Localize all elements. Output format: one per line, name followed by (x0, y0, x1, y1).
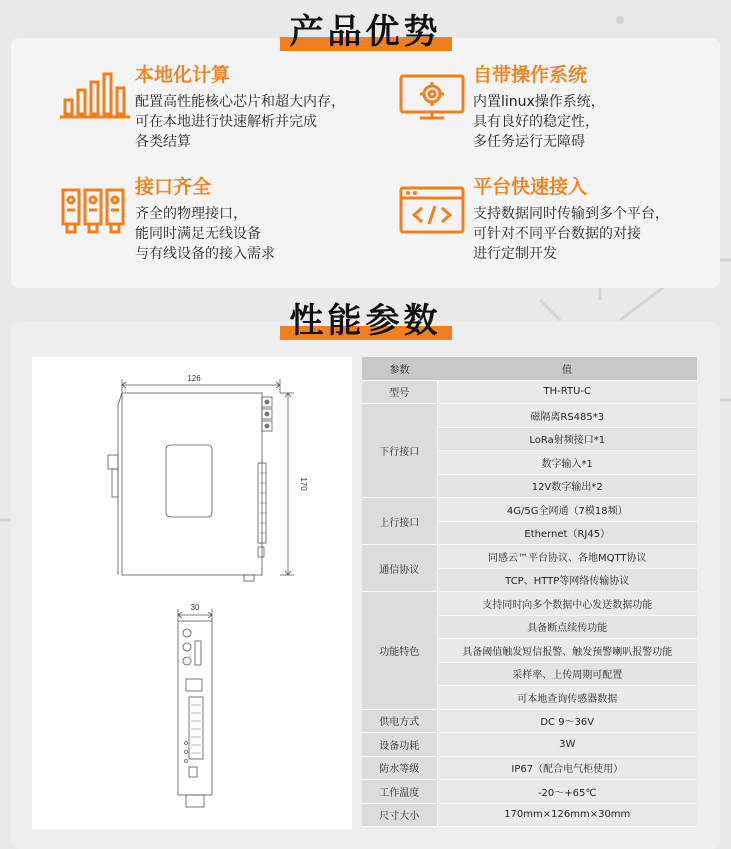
param-value-cell: 可本地查询传感器数据 (437, 686, 697, 710)
param-value-cell: 3W (437, 733, 697, 757)
bar-chart-icon (60, 60, 130, 120)
feature-description: 齐全的物理接口， 能同时满足无线设备 与有线设备的接入需求 (135, 206, 275, 262)
param-name-cell: 尺寸大小 (362, 803, 437, 827)
spec-table-body (362, 380, 697, 827)
param-value-cell: 磁隔离RS485*3 (437, 404, 697, 428)
table-row (362, 756, 697, 780)
param-value-cell: 同感云™平台协议、各地MQTT协议 (437, 545, 697, 569)
param-value-cell: TCP、HTTP等网络传输协议 (437, 568, 697, 592)
dimension-drawing-svg (32, 357, 352, 829)
feature-description: 内置linux操作系统， 具有良好的稳定性， 多任务运行无障碍 (473, 94, 605, 150)
param-value-cell: 支持同时向多个数据中心发送数据功能 (437, 592, 697, 616)
param-name-cell: 通信协议 (362, 545, 437, 592)
param-value-cell: TH-RTU-C (437, 380, 697, 404)
param-value-cell: 采样率、上传周期可配置 (437, 662, 697, 686)
param-name-cell: 上行接口 (362, 498, 437, 545)
table-row (362, 733, 697, 757)
table-row (362, 380, 697, 404)
code-window-icon (398, 172, 468, 242)
spec-table (362, 357, 697, 827)
section-title-advantages: 产品优势 (290, 4, 442, 53)
table-row (362, 545, 697, 569)
param-name-cell: 功能特色 (362, 592, 437, 710)
param-value-cell: 数字输入*1 (437, 451, 697, 475)
table-row (362, 404, 697, 428)
param-value-cell: 170mm×126mm×30mm (437, 803, 697, 827)
param-value-cell: 具备断点续传功能 (437, 615, 697, 639)
height-dimension-label: 170 (299, 477, 308, 491)
param-value-cell: 4G/5G全网通（7模18频） (437, 498, 697, 522)
feature-description: 支持数据同时传输到多个平台， 可针对不同平台数据的对接 进行定制开发 (473, 206, 669, 262)
param-value-cell: -20～+65℃ (437, 780, 697, 804)
feature-title: 平台快速接入 (473, 176, 588, 198)
feature-title: 接口齐全 (135, 176, 212, 198)
table-row (362, 498, 697, 522)
param-name-cell: 下行接口 (362, 404, 437, 498)
param-value-cell: DC 9～36V (437, 709, 697, 733)
param-value-cell: Ethernet（RJ45） (437, 521, 697, 545)
param-value-cell: 具备阈值触发短信报警、触发预警喇叭报警功能 (437, 639, 697, 663)
param-value-cell: 12V数字输出*2 (437, 474, 697, 498)
monitor-gear-icon (398, 60, 468, 120)
feature-title: 本地化计算 (135, 64, 231, 86)
feature-title: 自带操作系统 (473, 64, 588, 86)
section-title-parameters: 性能参数 (290, 293, 442, 342)
feature-description: 配置高性能核心芯片和超大内存， 可在本地进行快速解析并完成 各类结算 (135, 94, 345, 150)
table-header-row (362, 357, 697, 380)
device-dimension-drawing (32, 357, 352, 829)
param-name-cell: 供电方式 (362, 709, 437, 733)
table-row (362, 803, 697, 827)
width-dimension-label: 126 (187, 374, 201, 383)
interface-ports-icon (60, 172, 130, 242)
header-value: 值 (437, 357, 697, 380)
param-value-cell: LoRa射频接口*1 (437, 427, 697, 451)
table-row (362, 709, 697, 733)
param-value-cell: IP67（配合电气柜使用） (437, 756, 697, 780)
header-param: 参数 (362, 357, 437, 380)
param-name-cell: 型号 (362, 380, 437, 404)
param-name-cell: 工作温度 (362, 780, 437, 804)
table-row (362, 592, 697, 616)
param-name-cell: 防水等级 (362, 756, 437, 780)
side-width-dimension-label: 30 (190, 603, 200, 612)
param-name-cell: 设备功耗 (362, 733, 437, 757)
table-row (362, 780, 697, 804)
